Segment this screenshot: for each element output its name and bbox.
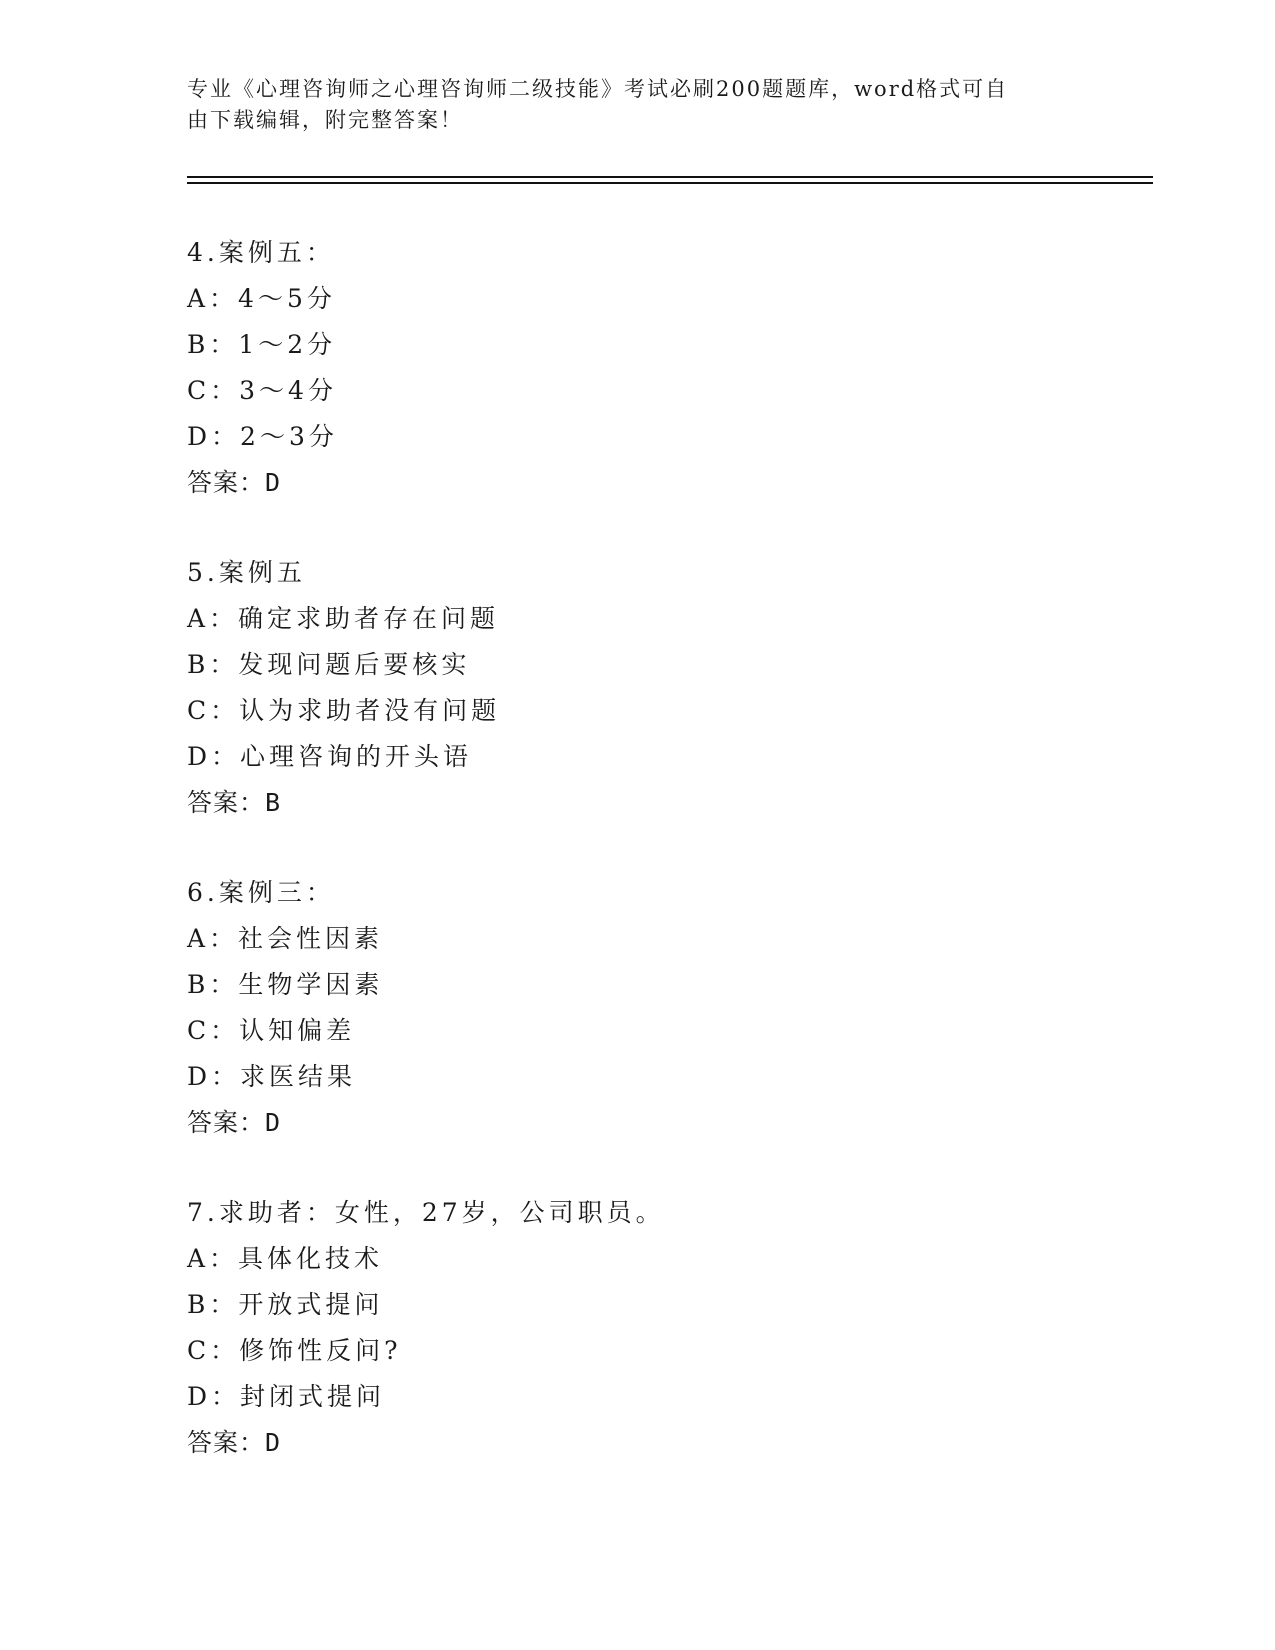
option-a: A：4～5分	[187, 284, 336, 313]
question-title: 5.案例五	[187, 558, 306, 587]
answer-line: 答案：B	[187, 788, 282, 817]
answer-line: 答案：D	[187, 1108, 282, 1137]
option-d: D：心理咨询的开头语	[187, 742, 473, 771]
header-line-2: 由下载编辑，附完整答案！	[187, 108, 463, 132]
option-b: B：发现问题后要核实	[187, 650, 471, 679]
option-a: A：确定求助者存在问题	[187, 604, 500, 633]
option-c: C：修饰性反问?	[187, 1336, 402, 1365]
question-title: 4.案例五：	[187, 238, 335, 267]
header-divider-bottom	[187, 182, 1153, 184]
option-c: C：认知偏差	[187, 1016, 356, 1045]
question-title: 7.求助者：女性，27岁，公司职员。	[187, 1198, 665, 1227]
option-a: A：具体化技术	[187, 1244, 384, 1273]
answer-line: 答案：D	[187, 1428, 282, 1457]
question-7	[187, 1196, 1087, 1472]
question-5	[187, 556, 1087, 832]
option-b: B：生物学因素	[187, 970, 384, 999]
option-d: D：封闭式提问	[187, 1382, 386, 1411]
question-4	[187, 236, 1087, 512]
option-d: D：2～3分	[187, 422, 338, 451]
question-title: 6.案例三：	[187, 878, 335, 907]
option-c: C：认为求助者没有问题	[187, 696, 501, 725]
option-b: B：开放式提问	[187, 1290, 384, 1319]
question-6	[187, 876, 1087, 1152]
option-d: D：求医结果	[187, 1062, 357, 1091]
option-c: C：3～4分	[187, 376, 337, 405]
document-header	[187, 74, 1067, 136]
answer-line: 答案：D	[187, 468, 282, 497]
header-divider-top	[187, 176, 1153, 178]
header-line-1: 专业《心理咨询师之心理咨询师二级技能》考试必刷200题题库，word格式可自	[187, 77, 1009, 101]
option-a: A：社会性因素	[187, 924, 384, 953]
option-b: B：1～2分	[187, 330, 337, 359]
